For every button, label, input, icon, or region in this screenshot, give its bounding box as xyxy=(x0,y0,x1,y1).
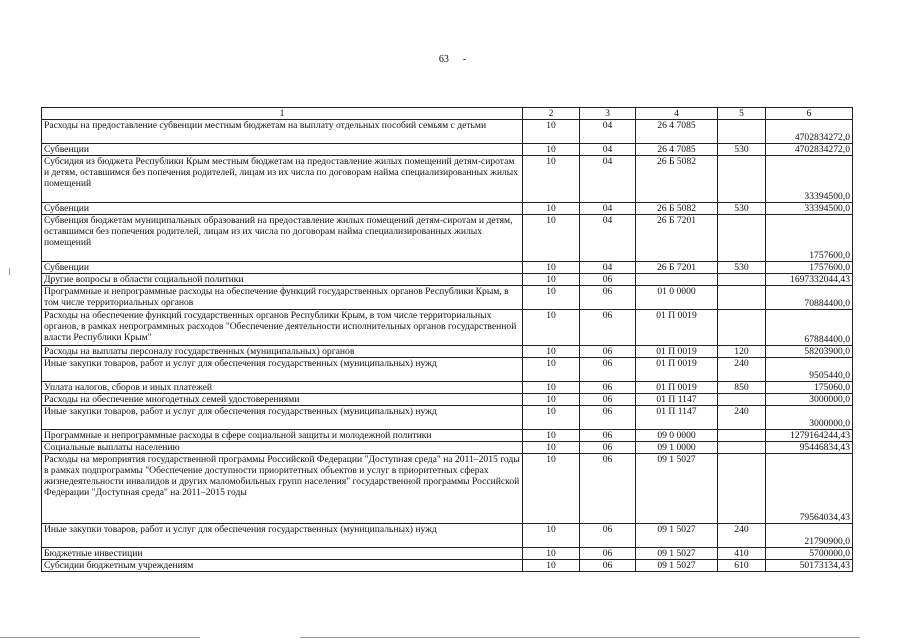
row-amount: 1279164244,43 xyxy=(766,430,853,442)
page-number xyxy=(0,54,905,65)
row-section: 10 xyxy=(523,346,580,358)
row-target-article xyxy=(636,274,718,286)
header-col-2: 2 xyxy=(523,108,580,120)
row-target-article: 09 1 5027 xyxy=(636,560,718,572)
row-expense-type xyxy=(718,120,766,144)
row-amount: 58203900,0 xyxy=(766,346,853,358)
row-amount: 5700000,0 xyxy=(766,548,853,560)
row-subsection: 06 xyxy=(580,382,636,394)
row-amount: 67884400,0 xyxy=(766,310,853,346)
row-section: 10 xyxy=(523,144,580,156)
table-row xyxy=(42,144,853,156)
row-amount: 33394500,0 xyxy=(766,156,853,203)
row-amount: 3000000,0 xyxy=(766,406,853,430)
header-col-3: 3 xyxy=(580,108,636,120)
row-target-article: 01 0 0000 xyxy=(636,286,718,310)
row-target-article: 26 Б 5082 xyxy=(636,203,718,215)
row-name: Расходы на мероприятия государственной программы Российской Федерации "Доступная среда" на 2011–2015 годы в рамках подпрограммы "Обеспечение доступности приоритетных объектов и услуг в приоритетных сферах жизнедеятельности инвалидов и других маломобильных групп населения" государственной программы Российской Федерации "Доступная среда" на 2011–2015 годы xyxy=(42,454,523,524)
row-name: Расходы на обеспечение функций государственных органов Республики Крым, в том числе территориальных органов, в рамках непрограммных расходов "Обеспечение деятельности исполнительных органов государственной власти Республики Крым" xyxy=(42,310,523,346)
row-name: Иные закупки товаров, работ и услуг для обеспечения государственных (муниципальных) нужд xyxy=(42,406,523,430)
row-name: Программные и непрограммные расходы в сфере социальной защиты и молодежной политики xyxy=(42,430,523,442)
row-section: 10 xyxy=(523,215,580,262)
table-header-row xyxy=(42,108,853,120)
table-row xyxy=(42,262,853,274)
table-row xyxy=(42,274,853,286)
row-section: 10 xyxy=(523,262,580,274)
row-amount: 175060,0 xyxy=(766,382,853,394)
row-name: Уплата налогов, сборов и иных платежей xyxy=(42,382,523,394)
row-expense-type: 530 xyxy=(718,203,766,215)
row-expense-type xyxy=(718,286,766,310)
bottom-scan-line-left xyxy=(0,637,200,638)
row-subsection: 06 xyxy=(580,560,636,572)
table-row xyxy=(42,346,853,358)
row-name: Субвенция бюджетам муниципальных образований на предоставление жилых помещений детям-сиротам и детям, оставшимся без попечения родителей, лицам из их числа по договорам найма специализированных жилых помещений xyxy=(42,215,523,262)
row-name: Расходы на выплаты персоналу государственных (муниципальных) органов xyxy=(42,346,523,358)
row-target-article: 01 П 0019 xyxy=(636,358,718,382)
row-expense-type: 240 xyxy=(718,524,766,548)
row-section: 10 xyxy=(523,560,580,572)
row-name: Программные и непрограммные расходы на обеспечение функций государственных органов Республики Крым, в том числе территориальных органов xyxy=(42,286,523,310)
bottom-scan-line-right xyxy=(300,637,860,638)
row-target-article: 01 П 1147 xyxy=(636,394,718,406)
page-number-value: 63 xyxy=(438,54,449,65)
page-mark: - xyxy=(462,54,467,65)
row-name: Социальные выплаты населению xyxy=(42,442,523,454)
row-target-article: 01 П 0019 xyxy=(636,382,718,394)
row-section: 10 xyxy=(523,524,580,548)
table-row xyxy=(42,156,853,203)
row-subsection: 04 xyxy=(580,215,636,262)
table-row xyxy=(42,454,853,524)
header-col-5: 5 xyxy=(718,108,766,120)
row-section: 10 xyxy=(523,430,580,442)
row-target-article: 26 Б 5082 xyxy=(636,156,718,203)
row-expense-type xyxy=(718,156,766,203)
row-name: Иные закупки товаров, работ и услуг для обеспечения государственных (муниципальных) нужд xyxy=(42,524,523,548)
row-name: Субвенции xyxy=(42,203,523,215)
row-name: Расходы на предоставление субвенции местным бюджетам на выплату отдельных пособий семьям с детьми xyxy=(42,120,523,144)
row-amount: 9505440,0 xyxy=(766,358,853,382)
row-subsection: 06 xyxy=(580,274,636,286)
row-expense-type: 530 xyxy=(718,144,766,156)
row-expense-type: 850 xyxy=(718,382,766,394)
row-expense-type xyxy=(718,274,766,286)
row-expense-type: 240 xyxy=(718,358,766,382)
row-name: Бюджетные инвестиции xyxy=(42,548,523,560)
row-section: 10 xyxy=(523,406,580,430)
row-target-article: 09 1 0000 xyxy=(636,442,718,454)
row-subsection: 06 xyxy=(580,406,636,430)
row-amount: 3000000,0 xyxy=(766,394,853,406)
table-row xyxy=(42,358,853,382)
table-row xyxy=(42,310,853,346)
row-amount: 21790900,0 xyxy=(766,524,853,548)
row-expense-type xyxy=(718,454,766,524)
row-subsection: 04 xyxy=(580,262,636,274)
row-amount: 1757600,0 xyxy=(766,215,853,262)
row-amount: 1697332044,43 xyxy=(766,274,853,286)
row-name: Субвенции xyxy=(42,262,523,274)
row-amount: 95446834,43 xyxy=(766,442,853,454)
table-row xyxy=(42,203,853,215)
row-section: 10 xyxy=(523,203,580,215)
row-section: 10 xyxy=(523,286,580,310)
row-expense-type xyxy=(718,430,766,442)
row-name: Субсидия из бюджета Республики Крым местным бюджетам на предоставление жилых помещений детям-сиротам и детям, оставшимся без попечения родителей, лицам из их числа по договорам найма специализированных жилых помещений xyxy=(42,156,523,203)
row-subsection: 04 xyxy=(580,203,636,215)
row-name: Иные закупки товаров, работ и услуг для обеспечения государственных (муниципальных) нужд xyxy=(42,358,523,382)
row-name: Другие вопросы в области социальной политики xyxy=(42,274,523,286)
header-col-1: 1 xyxy=(42,108,523,120)
row-expense-type: 120 xyxy=(718,346,766,358)
row-target-article: 26 4 7085 xyxy=(636,144,718,156)
row-subsection: 06 xyxy=(580,524,636,548)
row-target-article: 01 П 0019 xyxy=(636,346,718,358)
table-row xyxy=(42,120,853,144)
row-amount: 50173134,43 xyxy=(766,560,853,572)
row-subsection: 06 xyxy=(580,358,636,382)
table-row xyxy=(42,524,853,548)
row-expense-type: 610 xyxy=(718,560,766,572)
table-row xyxy=(42,430,853,442)
table-row xyxy=(42,406,853,430)
row-subsection: 06 xyxy=(580,346,636,358)
row-expense-type xyxy=(718,442,766,454)
table-row xyxy=(42,560,853,572)
row-section: 10 xyxy=(523,394,580,406)
header-col-4: 4 xyxy=(636,108,718,120)
row-subsection: 06 xyxy=(580,310,636,346)
table-row xyxy=(42,286,853,310)
row-expense-type xyxy=(718,394,766,406)
row-section: 10 xyxy=(523,454,580,524)
row-target-article: 09 1 5027 xyxy=(636,548,718,560)
row-subsection: 04 xyxy=(580,120,636,144)
table-row xyxy=(42,382,853,394)
row-target-article: 26 4 7085 xyxy=(636,120,718,144)
row-amount: 33394500,0 xyxy=(766,203,853,215)
row-subsection: 06 xyxy=(580,394,636,406)
row-expense-type: 240 xyxy=(718,406,766,430)
row-amount: 70884400,0 xyxy=(766,286,853,310)
row-amount: 4702834272,0 xyxy=(766,120,853,144)
row-target-article: 26 Б 7201 xyxy=(636,262,718,274)
row-target-article: 01 П 1147 xyxy=(636,406,718,430)
row-amount: 4702834272,0 xyxy=(766,144,853,156)
row-section: 10 xyxy=(523,548,580,560)
row-subsection: 06 xyxy=(580,442,636,454)
table-row xyxy=(42,442,853,454)
row-section: 10 xyxy=(523,358,580,382)
row-name: Субвенции xyxy=(42,144,523,156)
row-amount: 1757600,0 xyxy=(766,262,853,274)
row-target-article: 09 0 0000 xyxy=(636,430,718,442)
row-expense-type: 410 xyxy=(718,548,766,560)
row-subsection: 06 xyxy=(580,454,636,524)
row-name: Расходы на обеспечение многодетных семей удостоверениями xyxy=(42,394,523,406)
row-expense-type: 530 xyxy=(718,262,766,274)
table-row xyxy=(42,548,853,560)
row-section: 10 xyxy=(523,274,580,286)
row-amount: 79564034,43 xyxy=(766,454,853,524)
row-subsection: 04 xyxy=(580,156,636,203)
row-target-article: 09 1 5027 xyxy=(636,454,718,524)
margin-mark xyxy=(9,268,10,275)
row-expense-type xyxy=(718,215,766,262)
row-section: 10 xyxy=(523,310,580,346)
table-row xyxy=(42,394,853,406)
row-subsection: 04 xyxy=(580,144,636,156)
row-target-article: 26 Б 7201 xyxy=(636,215,718,262)
row-name: Субсидии бюджетным учреждениям xyxy=(42,560,523,572)
row-target-article: 09 1 5027 xyxy=(636,524,718,548)
row-target-article: 01 П 0019 xyxy=(636,310,718,346)
row-section: 10 xyxy=(523,382,580,394)
row-section: 10 xyxy=(523,156,580,203)
header-col-6: 6 xyxy=(766,108,853,120)
budget-table xyxy=(41,107,853,572)
table-row xyxy=(42,215,853,262)
row-section: 10 xyxy=(523,120,580,144)
row-subsection: 06 xyxy=(580,430,636,442)
row-subsection: 06 xyxy=(580,286,636,310)
row-section: 10 xyxy=(523,442,580,454)
row-subsection: 06 xyxy=(580,548,636,560)
row-expense-type xyxy=(718,310,766,346)
